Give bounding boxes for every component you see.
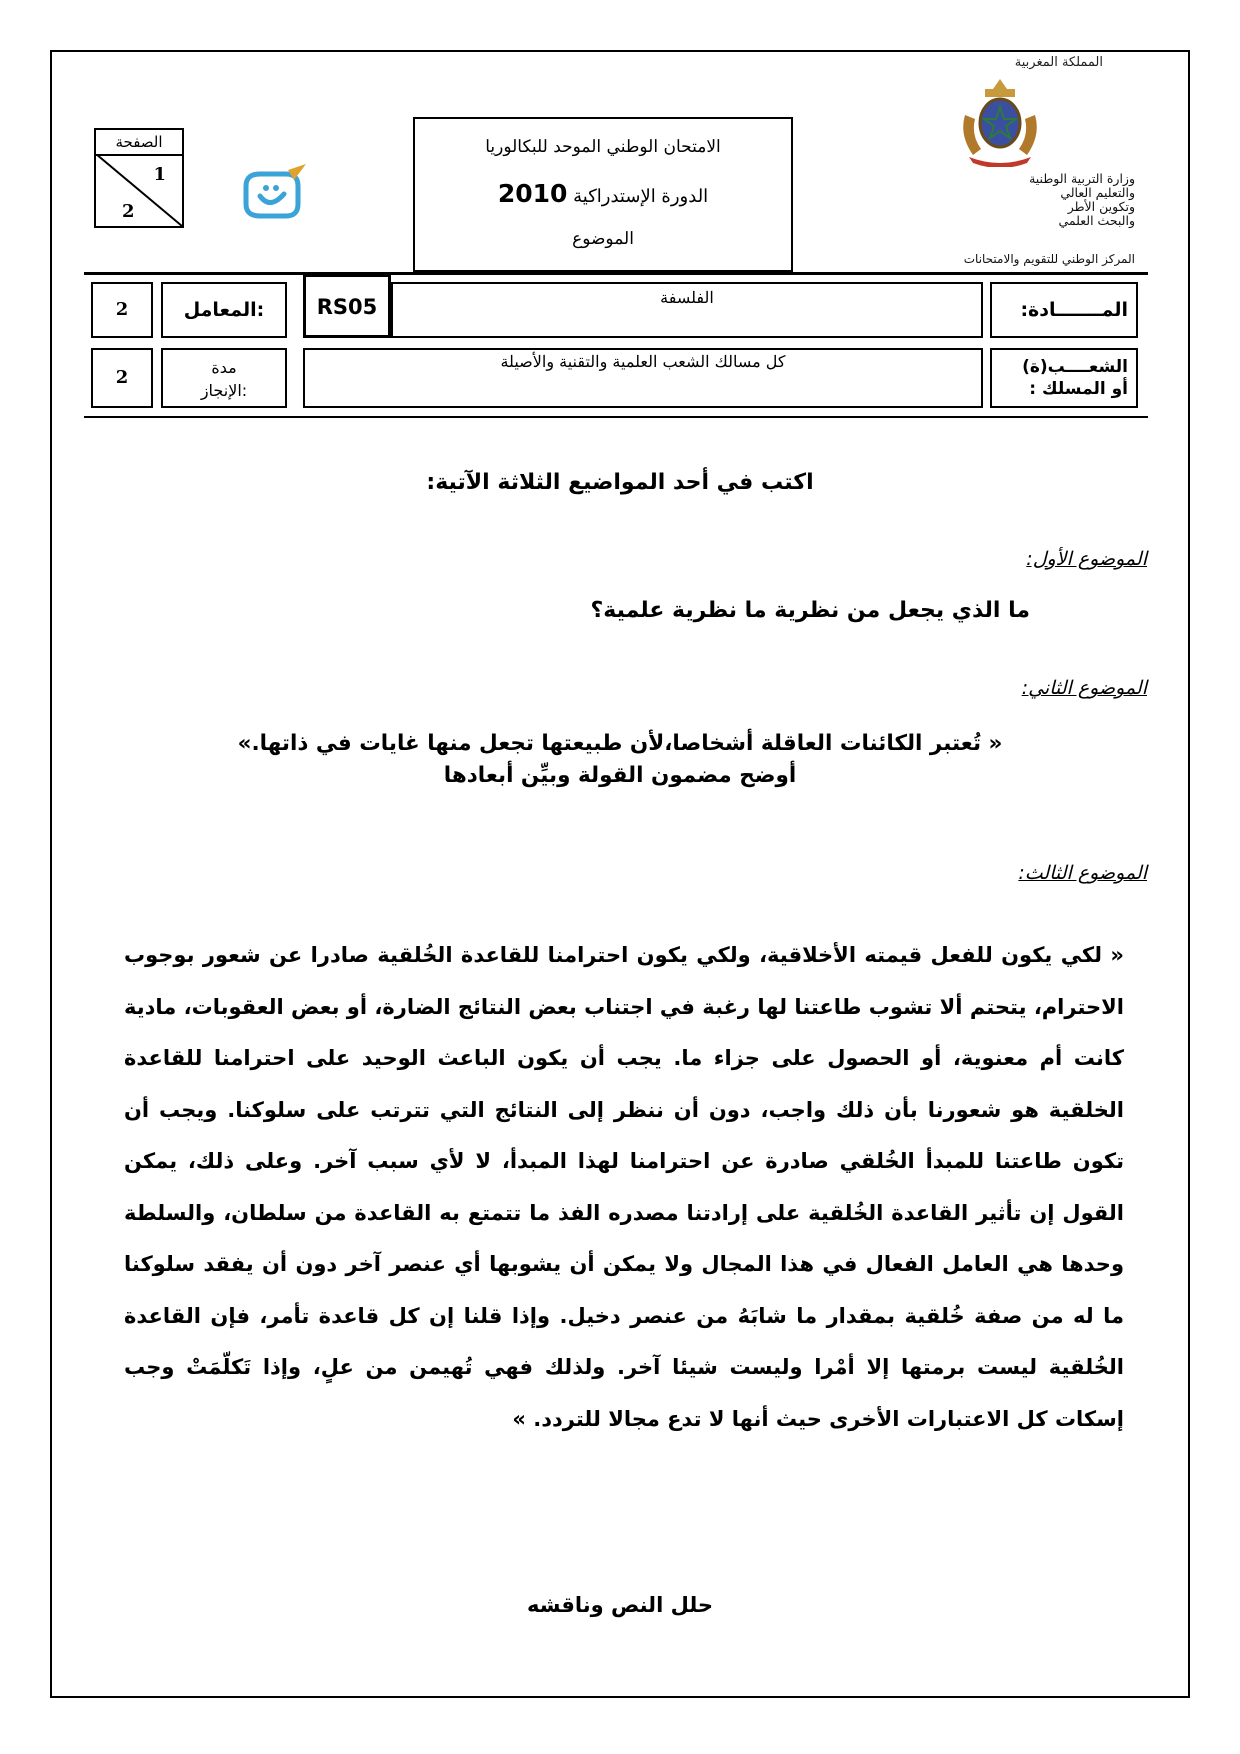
exam-session — [415, 179, 791, 208]
topic2-quote: « تُعتبر الكائنات العاقلة أشخاصا،لأن طبيعتها تجعل منها غايات في ذاتها.» — [237, 731, 1003, 756]
duration-value: 2 — [91, 348, 153, 408]
branch-value: كل مسالك الشعب العلمية والتقنية والأصيلة — [303, 348, 983, 408]
branch-label-line: الشعــــب(ة) — [1022, 357, 1128, 377]
kingdom-name: المملكة المغربية — [1014, 55, 1103, 70]
exam-title: الامتحان الوطني الموحد للبكالوريا — [485, 137, 721, 157]
branch-label-cell — [990, 348, 1138, 408]
coefficient-label: المعامل: — [183, 299, 265, 321]
center-logo-icon — [240, 164, 314, 222]
instruction: اكتب في أحد المواضيع الثلاثة الآتية: — [426, 470, 814, 495]
session-label: الدورة الإستدراكية — [573, 186, 709, 207]
duration-label-line: مدة — [211, 358, 237, 377]
topic3-paragraph: « لكي يكون للفعل قيمته الأخلاقية، ولكي يكون احترامنا للقاعدة الخُلقية صادرا عن شعور بوجوب الاحترام، يتحتم ألا تشوب طاعتنا لها رغبة في اجتناب بعض النتائج الضارة، أو بعض العقوبات، مادية كانت أم معنوية، أو الحصول على جزاء ما. يجب أن يكون الباعث الوحيد على احترامنا للقاعدة الخلقية هو شعورنا بأن ذلك واجب، دون أن ننظر إلى النتائج التي تترتب على سلوكنا. ويجب أن تكون طاعتنا للمبدأ الخُلقي صادرة عن احترامنا لهذا المبدأ، لا لأي سبب آخر. وعلى ذلك، يمكن القول إن تأثير القاعدة الخُلقية على إرادتنا مصدره الفذ ما تتمتع به القاعدة من سلطان، والسلطة وحدها هي العامل الفعال في هذا المجال ولا يمكن أن يشوبها أي عنصر آخر دون أن يفقد سلوكنا ما له من صفة خُلقية بمقدار ما شابَهُ من عنصر دخيل. وإذا قلنا إن كل قاعدة تأمر، فإن القاعدة الخُلقية ليست برمتها إلا أمْرا وليست شيئا آخر. ولذلك فهي تُهيمن من علٍ، وإذا تَكلّمَتْ وجب إسكات كل الاعتبارات الأخرى حيث أنها لا تدع مجالا للتردد. » — [124, 943, 1124, 1431]
page-total: 2 — [122, 201, 135, 222]
ministry-name — [1029, 172, 1135, 228]
ministry-line: وتكوين الأطر — [1067, 199, 1135, 214]
branch-label-line: أو المسلك : — [1029, 379, 1128, 399]
topic2-heading: الموضوع الثاني: — [1021, 677, 1147, 699]
duration-label-line: الإنجاز: — [200, 381, 248, 400]
page-number-box — [94, 128, 184, 228]
paper-type: الموضوع — [572, 229, 634, 249]
subject-label: المـــــــادة: — [1020, 299, 1128, 321]
subject-code: RS05 — [303, 274, 391, 338]
ministry-line: والبحث العلمي — [1058, 213, 1135, 228]
session-year: 2010 — [497, 179, 568, 208]
national-center: المركز الوطني للتقويم والامتحانات — [963, 252, 1135, 266]
coefficient-value: 2 — [91, 282, 153, 338]
topic3-text — [124, 930, 1124, 1445]
topic3-heading: الموضوع الثالث: — [1018, 862, 1147, 884]
ministry-line: وزارة التربية الوطنية — [1029, 171, 1135, 186]
subject-label-cell — [990, 282, 1138, 338]
top-rule — [84, 272, 1148, 275]
ministry-line: والتعليم العالي — [1060, 185, 1135, 200]
page-label: الصفحة — [96, 130, 182, 156]
topic2-task: أوضح مضمون القولة وبيِّن أبعادها — [443, 763, 797, 788]
subject-value: الفلسفة — [391, 282, 983, 338]
diagonal-divider — [96, 154, 182, 226]
page-current: 1 — [153, 164, 166, 185]
bottom-rule — [84, 416, 1148, 418]
coefficient-label-cell — [161, 282, 287, 338]
ministry-header — [870, 55, 1155, 270]
topic1-question: ما الذي يجعل من نظرية ما نظرية علمية؟ — [590, 598, 1030, 623]
exam-title-box — [413, 117, 793, 272]
coat-of-arms-icon — [955, 75, 1045, 167]
topic3-task: حلل النص وناقشه — [526, 1593, 714, 1617]
topic2-block — [0, 728, 1240, 792]
topic1-heading: الموضوع الأول: — [1026, 548, 1147, 570]
duration-label-cell — [161, 348, 287, 408]
